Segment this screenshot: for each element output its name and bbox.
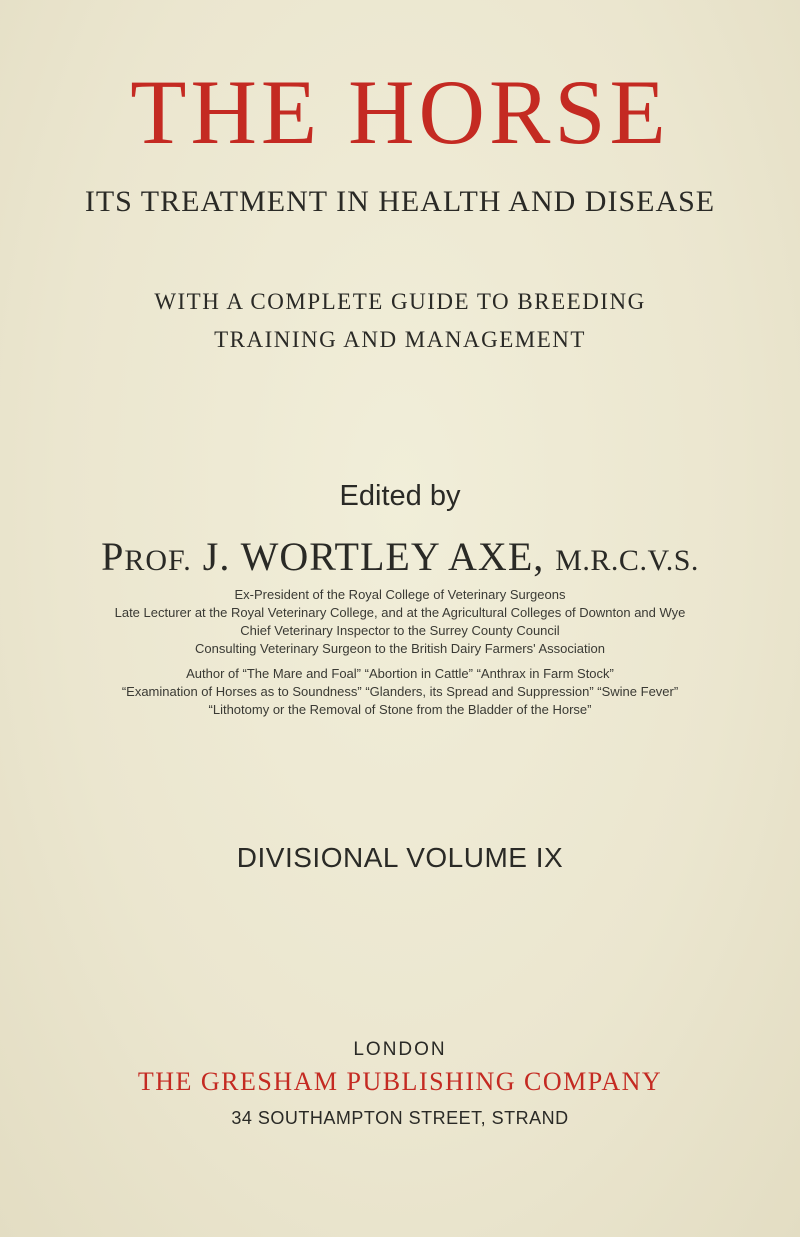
editor-full-name: J. WORTLEY AXE, — [202, 534, 545, 579]
author-of-line: “Examination of Horses as to Soundness” “Glanders, its Spread and Suppression” “Swine Fever” — [121, 684, 679, 699]
guide-line-2: TRAINING AND MANAGEMENT — [214, 327, 586, 352]
volume-label: DIVISIONAL VOLUME IX — [236, 842, 564, 873]
book-subtitle: ITS TREATMENT IN HEALTH AND DISEASE — [84, 185, 716, 218]
publication-city: LONDON — [353, 1039, 447, 1060]
guide-line-1: WITH A COMPLETE GUIDE TO BREEDING — [154, 289, 646, 314]
credential-line: Late Lecturer at the Royal Veterinary College, and at the Agricultural Colleges of Downton and Wye — [114, 605, 686, 620]
credential-line: Chief Veterinary Inspector to the Surrey County Council — [240, 623, 560, 638]
author-of-line: Author of “The Mare and Foal” “Abortion in Cattle” “Anthrax in Farm Stock” — [186, 666, 614, 681]
editor-name — [0, 533, 800, 585]
editor-prefix-initial: P — [101, 534, 125, 579]
editor-prefix-rest: ROF. — [124, 544, 192, 577]
editor-qualifications: M.R.C.V.S. — [555, 544, 699, 577]
book-title: THE HORSE — [130, 61, 670, 163]
edited-by: Edited by — [339, 480, 461, 512]
publisher-address: 34 SOUTHAMPTON STREET, STRAND — [231, 1108, 569, 1128]
author-of-line: “Lithotomy or the Removal of Stone from the Bladder of the Horse” — [208, 702, 592, 717]
credential-line: Consulting Veterinary Surgeon to the British Dairy Farmers' Association — [194, 641, 605, 656]
credential-line: Ex-President of the Royal College of Veterinary Surgeons — [234, 587, 566, 602]
publisher-name: THE GRESHAM PUBLISHING COMPANY — [137, 1067, 663, 1096]
